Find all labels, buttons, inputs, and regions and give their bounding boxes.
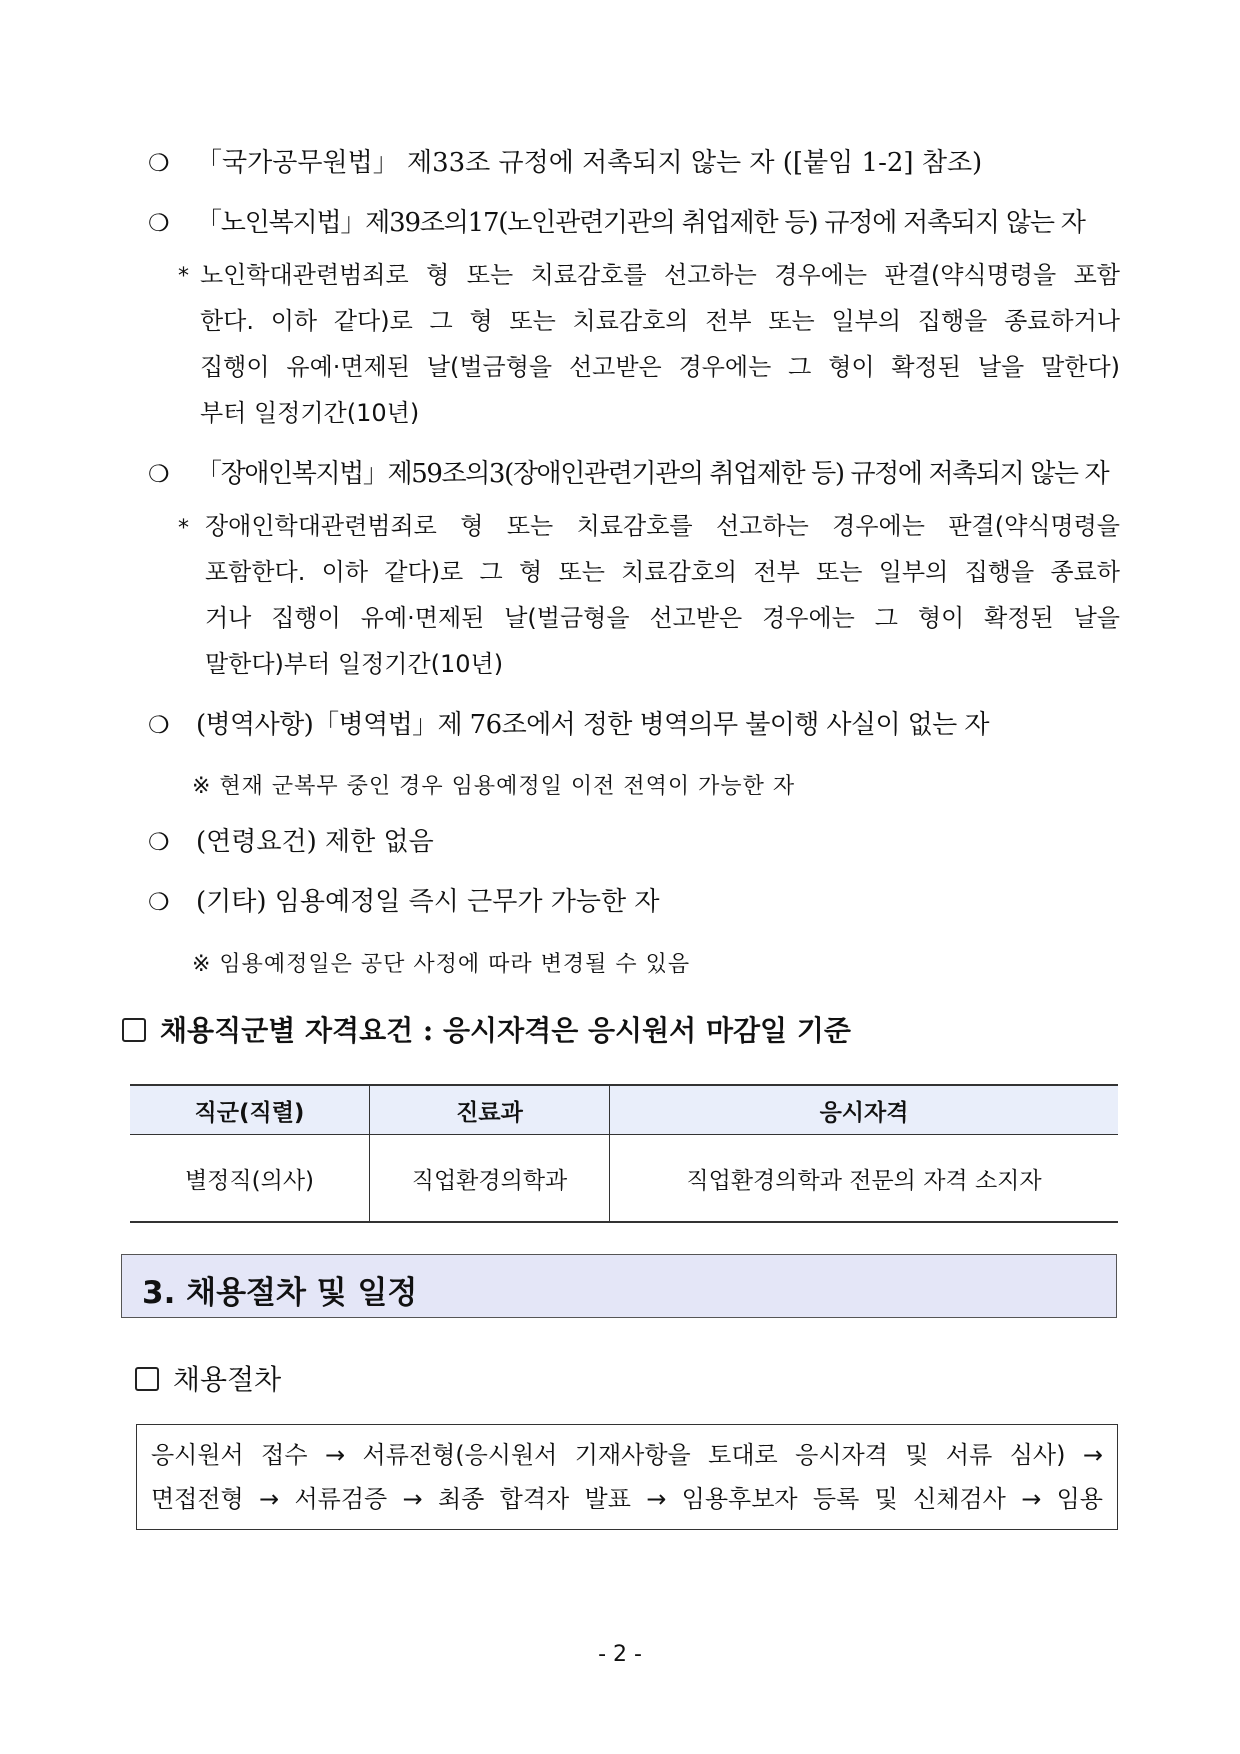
note-line: 집행이 유예·면제된 날(벌금형을 선고받은 경우에는 그 형이 확정된 날을 말한다) (200, 353, 1120, 381)
note-text: ※ 현재 군복무 중인 경우 임용예정일 이전 전역이 가능한 자 (192, 774, 796, 799)
table-header-cell: 직군(직렬) (130, 1085, 370, 1135)
bullet-text: (기타) 임용예정일 즉시 근무가 가능한 자 (196, 887, 660, 917)
note-line: 말한다)부터 일정기간(10년) (205, 650, 504, 678)
section-header (121, 1254, 1117, 1318)
bullet-item (148, 454, 1108, 494)
bullet-text: 「노인복지법」제39조의17(노인관련기관의 취업제한 등) 규정에 저촉되지 않는 자 (196, 208, 1085, 238)
procedure-line: 응시원서 접수 → 서류전형(응시원서 기재사항을 토대로 응시자격 및 서류 심사) → (151, 1441, 1103, 1469)
checkbox-square-icon (135, 1367, 159, 1391)
table-cell: 직업환경의학과 전문의 자격 소지자 (610, 1135, 1119, 1223)
note-line: 부터 일정기간(10년) (200, 399, 420, 427)
section-title: 3. 채용절차 및 일정 (142, 1275, 418, 1311)
circle-bullet-icon: ❍ (148, 149, 170, 177)
note-block (200, 252, 1120, 436)
procedure-line: 면접전형 → 서류검증 → 최종 합격자 발표 → 임용후보자 등록 및 신체검사 → 임용 (151, 1485, 1103, 1513)
table-cell: 직업환경의학과 (370, 1135, 610, 1223)
bullet-item (148, 203, 1085, 243)
circle-bullet-icon: ❍ (148, 828, 170, 856)
circle-bullet-icon: ❍ (148, 711, 170, 739)
bullet-item (148, 882, 659, 922)
page-number: - 2 - (598, 1642, 642, 1667)
note-line: 한다. 이하 같다)로 그 형 또는 치료감호의 전부 또는 일부의 집행을 종료하거나 (200, 307, 1120, 335)
circle-bullet-icon: ❍ (148, 209, 170, 237)
note-line: 노인학대관련범죄로 형 또는 치료감호를 선고하는 경우에는 판결(약식명령을 포함 (200, 261, 1120, 289)
bullet-item (148, 143, 982, 183)
circle-bullet-icon: ❍ (148, 888, 170, 916)
checkbox-square-icon (122, 1018, 146, 1042)
table-cell: 별정직(의사) (184, 1167, 315, 1194)
circle-bullet-icon: ❍ (148, 460, 170, 488)
bullet-item (148, 822, 434, 862)
bullet-text: (병역사항)「병역법」제 76조에서 정한 병역의무 불이행 사실이 없는 자 (196, 710, 989, 740)
procedure-box (136, 1424, 1118, 1530)
bullet-item (148, 705, 989, 745)
qualification-heading: 채용직군별 자격요건 : 응시자격은 응시원서 마감일 기준 (122, 1009, 851, 1049)
asterisk-icon: * (178, 264, 189, 289)
note-block (205, 503, 1120, 687)
table-row (130, 1135, 1118, 1223)
note-line: 장애인학대관련범죄로 형 또는 치료감호를 선고하는 경우에는 판결(약식명령을 (205, 512, 1120, 540)
note-line: 거나 집행이 유예·면제된 날(벌금형을 선고받은 경우에는 그 형이 확정된 날을 (205, 604, 1120, 632)
bullet-text: 「장애인복지법」제59조의3(장애인관련기관의 취업제한 등) 규정에 저촉되지 않는 자 (196, 459, 1109, 489)
note-line: 포함한다. 이하 같다)로 그 형 또는 치료감호의 전부 또는 일부의 집행을 종료하 (205, 558, 1120, 586)
bullet-text: (연령요건) 제한 없음 (196, 827, 434, 857)
qualification-table (130, 1084, 1118, 1223)
asterisk-icon: * (178, 516, 189, 541)
bullet-text: 「국가공무원법」 제33조 규정에 저촉되지 않는 자 ([붙임 1-2] 참조) (196, 148, 983, 178)
procedure-heading: 채용절차 (135, 1358, 281, 1398)
table-header-row (130, 1085, 1118, 1135)
table-header-cell: 진료과 (370, 1085, 610, 1135)
note-text: ※ 임용예정일은 공단 사정에 따라 변경될 수 있음 (192, 952, 691, 977)
table-header-cell: 응시자격 (610, 1085, 1119, 1135)
